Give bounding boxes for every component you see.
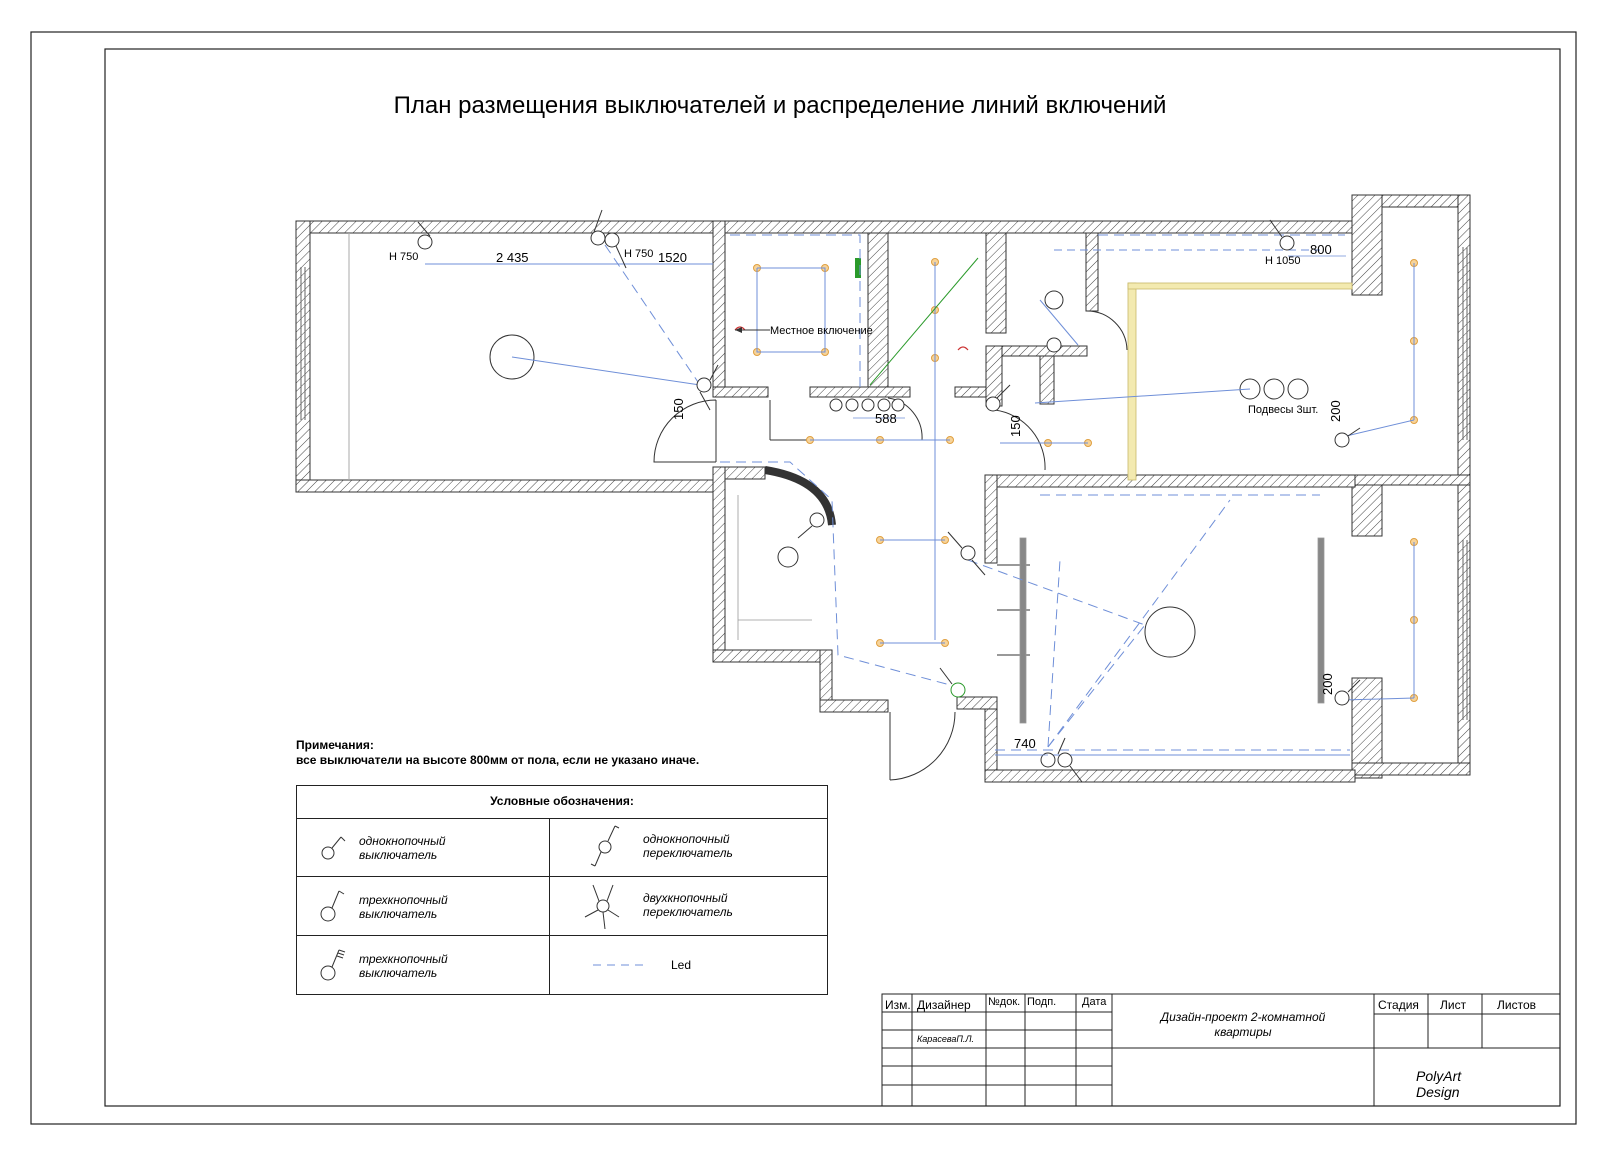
dimension-lines — [853, 256, 1346, 755]
legend-row-3 — [297, 936, 827, 994]
accent-wall-top — [1128, 283, 1352, 289]
dim-2435: 2 435 — [496, 250, 529, 265]
legend-item-6: Led — [671, 958, 692, 972]
legend-item-3: трехкнопочный выключатель — [359, 893, 448, 921]
stamp-project-line2: квартиры — [1214, 1025, 1272, 1039]
page-title: План размещения выключателей и распределение линий включений — [393, 92, 1167, 119]
label-h1050: Н 1050 — [1265, 255, 1301, 267]
accent-wall — [1128, 283, 1136, 480]
notes — [296, 738, 699, 768]
triple-switch-alt-icon — [317, 944, 351, 984]
dim-200-a: 200 — [1328, 400, 1343, 422]
stamp-project-line1: Дизайн-проект 2-комнатной — [1160, 1010, 1326, 1024]
dim-150-a: 150 — [671, 398, 686, 420]
stamp-col-podp: Подп. — [1027, 996, 1057, 1008]
single-switch-icon — [319, 832, 349, 862]
stamp-company: PolyArt Design — [1416, 1068, 1462, 1100]
dim-1520: 1520 — [658, 250, 687, 265]
wiring-solid — [425, 250, 1414, 755]
triple-switch-icon — [317, 885, 347, 925]
legend-row-1 — [297, 818, 827, 877]
legend-item-4: двухкнопочный переключатель — [643, 891, 733, 919]
label-pendants: Подвесы 3шт. — [1248, 404, 1319, 416]
stamp-designer-name: КарасеваП.Л. — [917, 1034, 975, 1044]
ceiling-lights — [490, 291, 1308, 657]
stamp-col-designer: Дизайнер — [917, 998, 971, 1012]
dim-200-b: 200 — [1320, 673, 1335, 695]
notes-text: все выключатели на высоте 800мм от пола, если не указано иначе. — [296, 753, 700, 767]
stamp-col-izm: Изм. — [885, 998, 911, 1012]
dim-588: 588 — [875, 411, 897, 426]
notes-heading: Примечания: — [296, 738, 374, 752]
legend-title: Условные обозначения: — [297, 786, 827, 819]
label-h750-b: Н 750 — [624, 248, 654, 260]
label-h750-a: Н 750 — [389, 251, 419, 263]
stamp-sheet: Лист — [1440, 998, 1467, 1012]
legend — [296, 785, 828, 995]
legend-item-2: однокнопочный переключатель — [643, 832, 733, 860]
red-marker-b — [958, 347, 968, 350]
led-line-icon — [593, 962, 643, 968]
dim-150-b: 150 — [1008, 415, 1023, 437]
switches — [418, 210, 1360, 782]
double-toggle-icon — [579, 879, 629, 933]
legend-row-2 — [297, 877, 827, 936]
stamp-stage: Стадия — [1378, 998, 1419, 1012]
dim-740: 740 — [1014, 736, 1036, 751]
legend-item-5: трехкнопочный выключатель — [359, 952, 448, 980]
stamp-sheets: Листов — [1497, 998, 1536, 1012]
single-toggle-icon — [585, 822, 625, 872]
legend-item-1: однокнопочный выключатель — [359, 834, 446, 862]
label-local-switch: Местное включение — [770, 325, 873, 337]
dim-800: 800 — [1310, 242, 1332, 257]
stamp-col-ndoc: №док. — [988, 996, 1021, 1008]
stamp-col-date: Дата — [1082, 996, 1107, 1008]
